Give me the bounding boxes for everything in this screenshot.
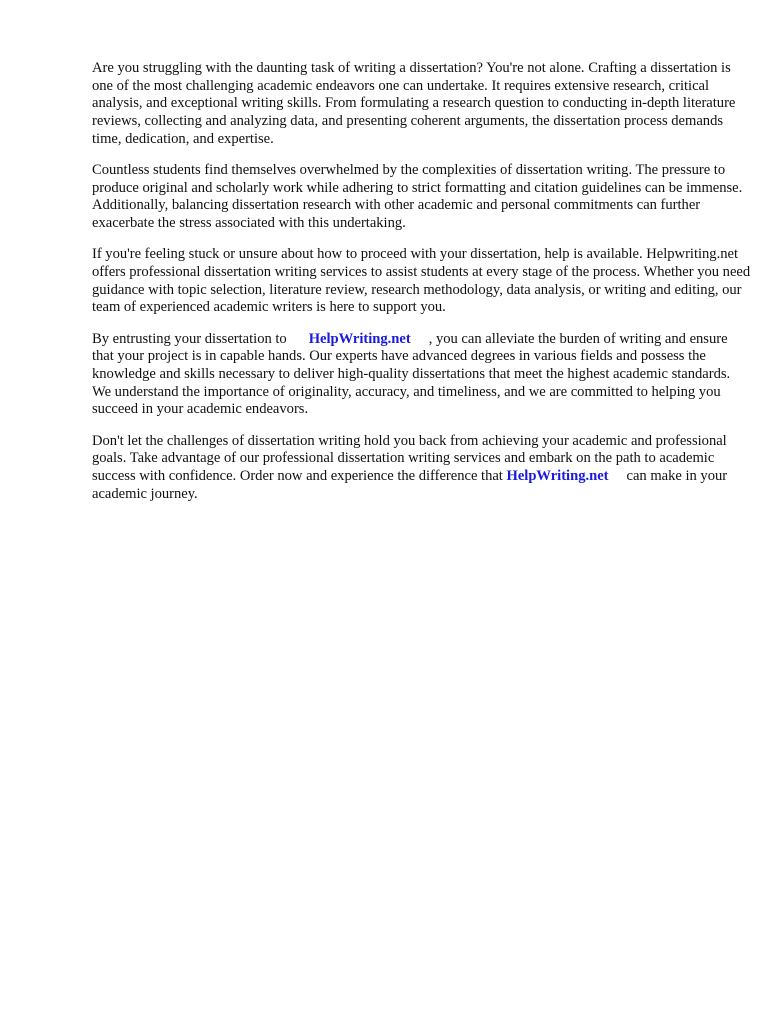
document-body [92,60,752,517]
entrusting-text-start: By entrusting your dissertation to [92,330,287,347]
helpwriting-link-1[interactable]: HelpWriting.net [308,330,411,347]
paragraph-closing [92,433,752,504]
paragraph-intro: Are you struggling with the daunting task of writing a dissertation? You're not alone. Crafting a dissertation is one of the most challenging academic endeavors one can undertake. It requires extensive research, critical analysis, and exceptional writing skills. From formulating a research question to conducting in-depth literature reviews, collecting and analyzing data, and presenting coherent arguments, the dissertation process demands time, dedication, and expertise. [92,60,736,147]
helpwriting-link-2[interactable]: HelpWriting.net [506,468,609,485]
paragraph-challenges: Countless students find themselves overwhelmed by the complexities of dissertation writing. The pressure to produce original and scholarly work while adhering to strict formatting and citation guidelines can be immense. Additionally, balancing dissertation research with other academic and personal commitments can further exacerbate the stress associated with this undertaking. [92,162,743,232]
paragraph-help: If you're feeling stuck or unsure about how to proceed with your dissertation, help is available. Helpwriting.net offers professional dissertation writing services to assist students at every stage of the process. Whether you need guidance with topic selection, literature review, research methodology, data analysis, or writing and editing, our team of experienced academic writers is here to support you. [92,246,751,316]
entrusting-text-end: , you can alleviate the burden of writing and ensure that your project is in capable hands. Our experts have advanced degrees in various fields and possess the knowledge and skills necessary to deliver high-quality dissertations that meet the highest academic standards. We understand the importance of originality, accuracy, and timeliness, and we are committed to helping you succeed in your academic endeavors. [92,330,731,418]
closing-text-start: Don't let the challenges of dissertation writing hold you back from achieving your academic and professional goals. Take advantage of our professional dissertation writing services and embark on the path to academic success with confidence. Order now and experience the difference that [92,432,727,485]
paragraph-entrusting [92,331,752,420]
closing-text-end: can make in your academic journey. [92,468,728,502]
